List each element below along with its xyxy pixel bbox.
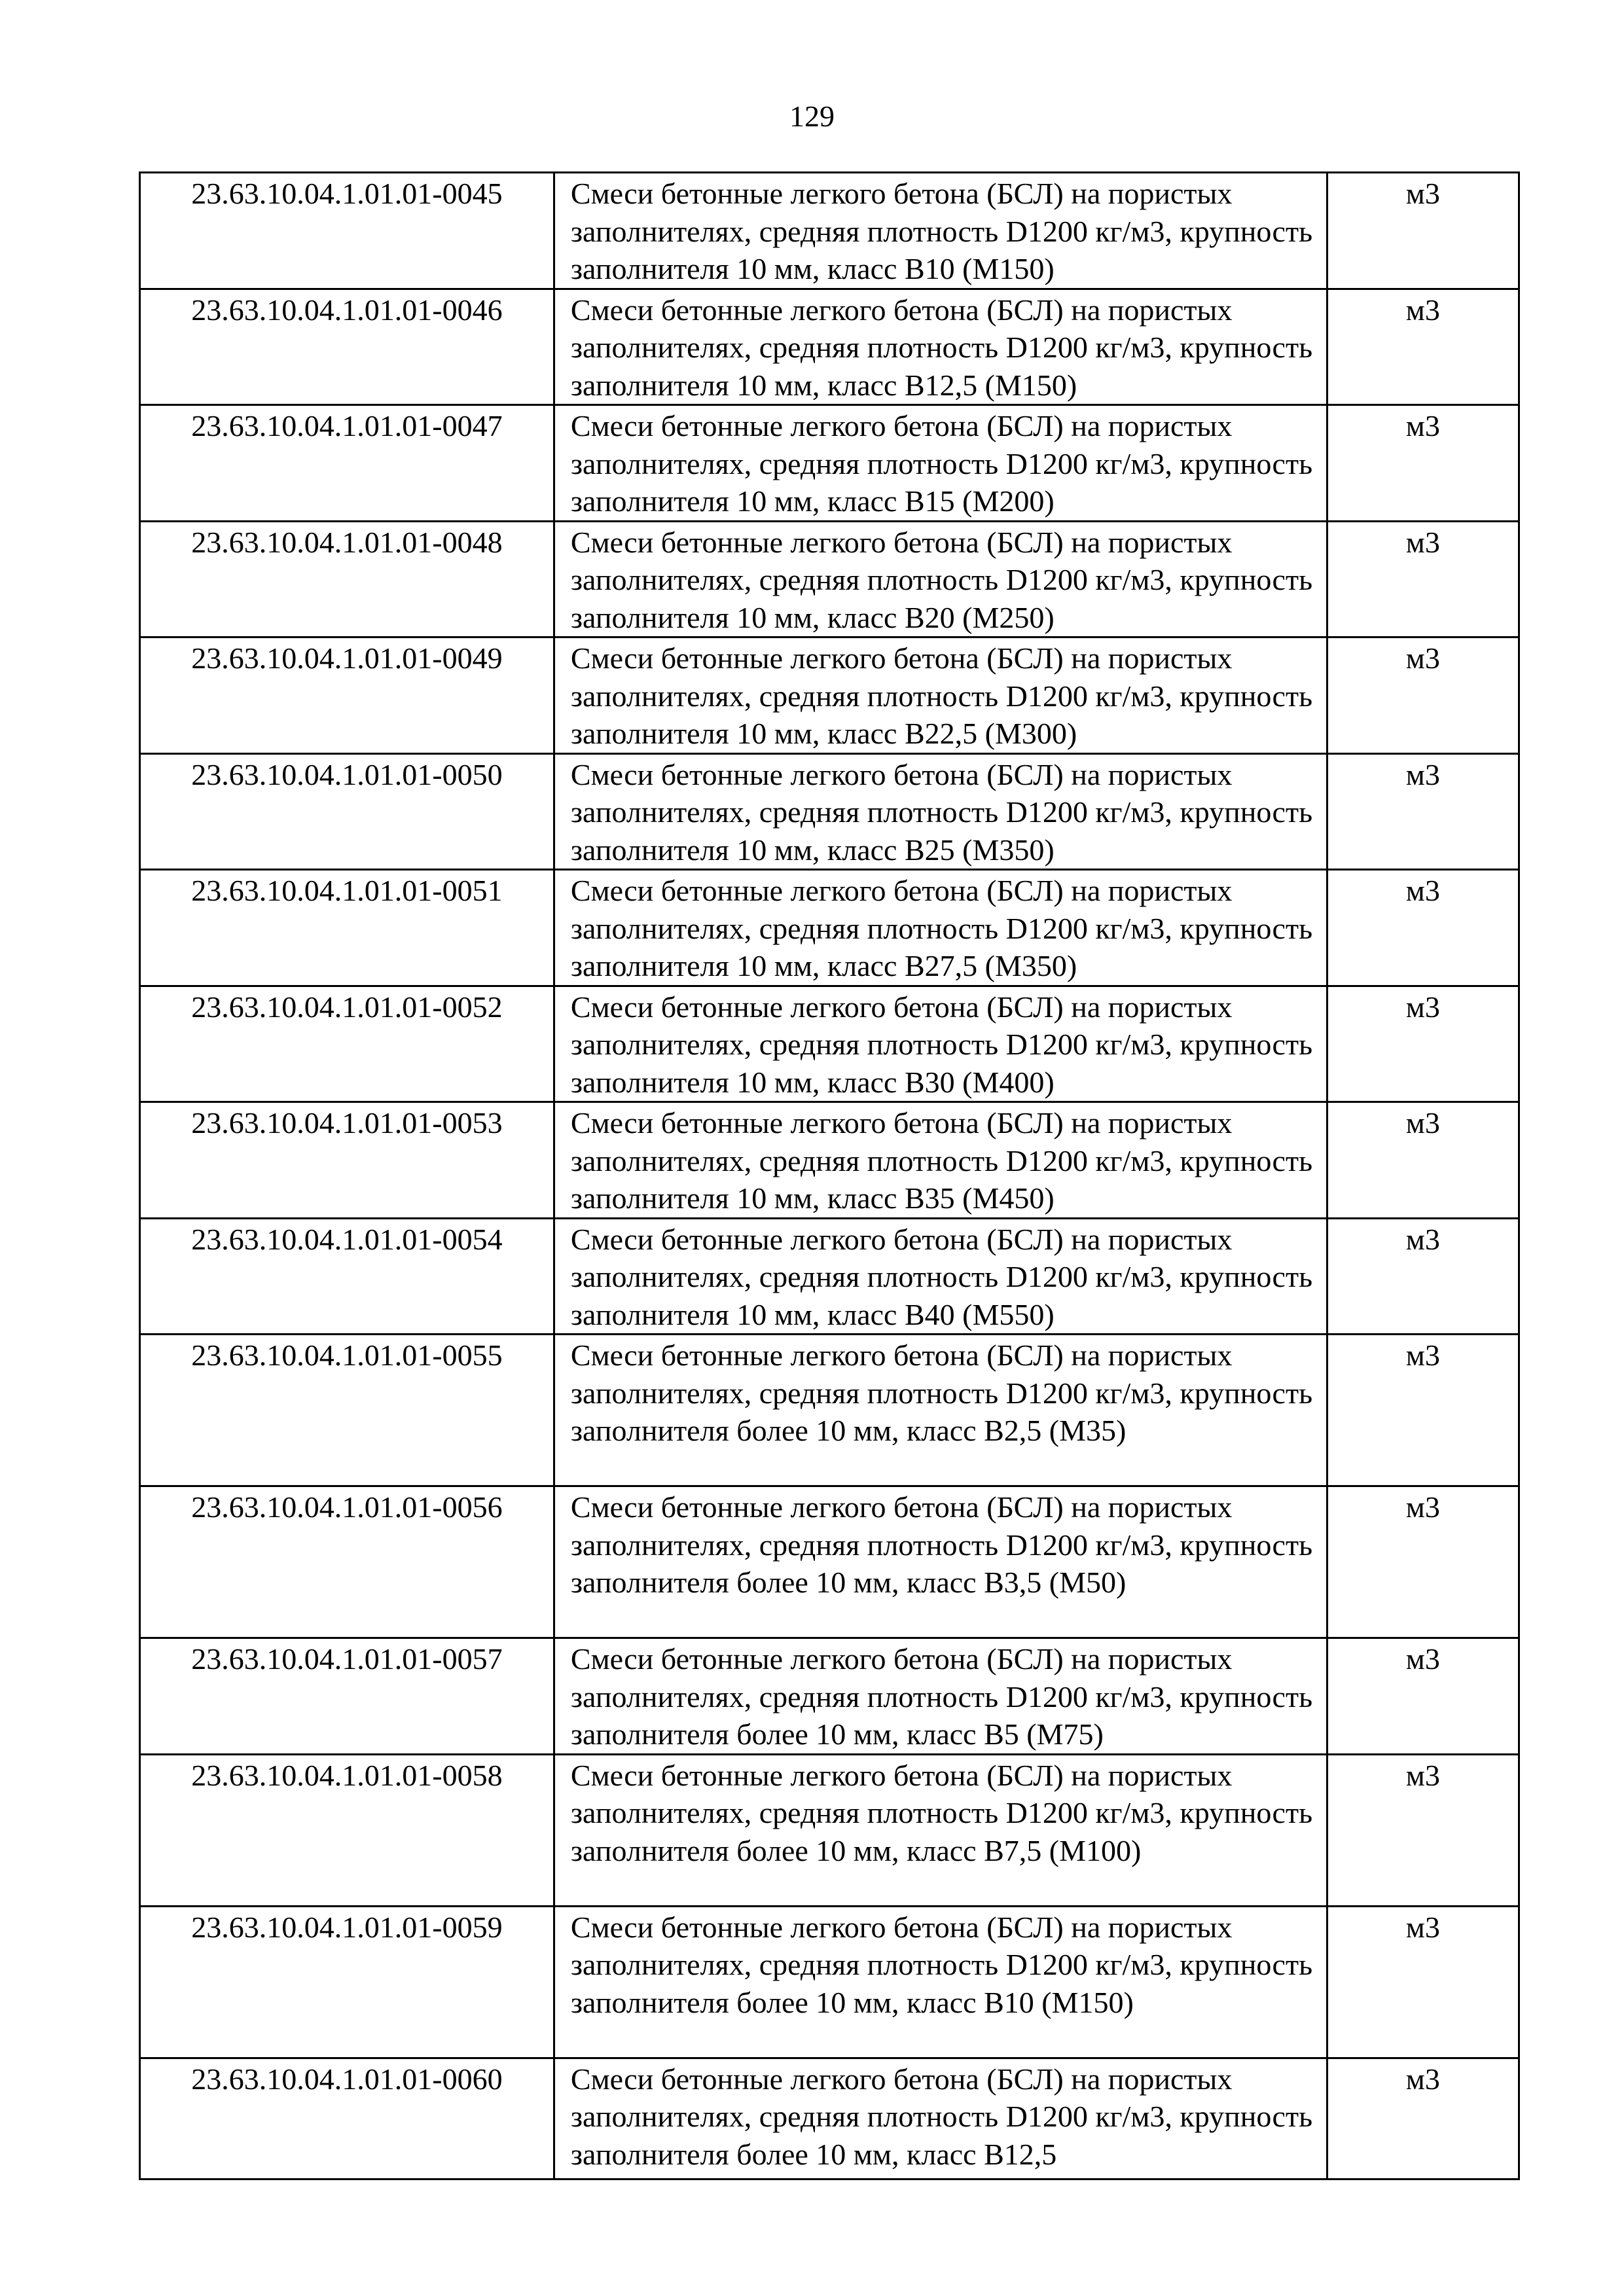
resource-description-cell: Смеси бетонные легкого бетона (БСЛ) на пористых заполнителях, средняя плотность D1200 кг/м3, крупность заполнителя 10 мм, класс В22,5 (М300) <box>554 637 1327 754</box>
table-row <box>140 173 1519 289</box>
resource-description-cell: Смеси бетонные легкого бетона (БСЛ) на пористых заполнителях, средняя плотность D1200 кг/м3, крупность заполнителя более 10 мм, класс В7,5 (М100) <box>554 1754 1327 1906</box>
resource-code-cell: 23.63.10.04.1.01.01-0050 <box>140 753 554 870</box>
table-row <box>140 753 1519 870</box>
resource-description-cell: Смеси бетонные легкого бетона (БСЛ) на пористых заполнителях, средняя плотность D1200 кг/м3, крупность заполнителя 10 мм, класс В35 (М450) <box>554 1102 1327 1219</box>
resource-code-cell: 23.63.10.04.1.01.01-0058 <box>140 1754 554 1906</box>
unit-cell: м3 <box>1327 1754 1519 1906</box>
resource-description-cell: Смеси бетонные легкого бетона (БСЛ) на пористых заполнителях, средняя плотность D1200 кг/м3, крупность заполнителя более 10 мм, класс В10 (М150) <box>554 1906 1327 2058</box>
resource-description-cell: Смеси бетонные легкого бетона (БСЛ) на пористых заполнителях, средняя плотность D1200 кг/м3, крупность заполнителя 10 мм, класс В30 (М400) <box>554 986 1327 1102</box>
resource-description-cell: Смеси бетонные легкого бетона (БСЛ) на пористых заполнителях, средняя плотность D1200 кг/м3, крупность заполнителя 10 мм, класс В15 (М200) <box>554 405 1327 522</box>
unit-cell: м3 <box>1327 870 1519 986</box>
table-row <box>140 986 1519 1102</box>
table-row <box>140 1754 1519 1906</box>
unit-cell: м3 <box>1327 2058 1519 2179</box>
resource-code-cell: 23.63.10.04.1.01.01-0046 <box>140 289 554 405</box>
table-row <box>140 1638 1519 1755</box>
resource-code-cell: 23.63.10.04.1.01.01-0059 <box>140 1906 554 2058</box>
resource-description-cell: Смеси бетонные легкого бетона (БСЛ) на пористых заполнителях, средняя плотность D1200 кг/м3, крупность заполнителя 10 мм, класс В12,5 (М150) <box>554 289 1327 405</box>
table-row <box>140 637 1519 754</box>
unit-cell: м3 <box>1327 637 1519 754</box>
resource-description-cell: Смеси бетонные легкого бетона (БСЛ) на пористых заполнителях, средняя плотность D1200 кг/м3, крупность заполнителя 10 мм, класс В10 (М150) <box>554 173 1327 289</box>
table-row <box>140 521 1519 637</box>
resource-code-cell: 23.63.10.04.1.01.01-0048 <box>140 521 554 637</box>
table-body <box>140 173 1519 2179</box>
unit-cell: м3 <box>1327 1335 1519 1486</box>
page-number: 129 <box>789 99 835 133</box>
unit-cell: м3 <box>1327 1218 1519 1335</box>
unit-cell: м3 <box>1327 289 1519 405</box>
resource-table <box>139 171 1520 2180</box>
resource-description-cell: Смеси бетонные легкого бетона (БСЛ) на пористых заполнителях, средняя плотность D1200 кг/м3, крупность заполнителя 10 мм, класс В27,5 (М350) <box>554 870 1327 986</box>
resource-description-cell: Смеси бетонные легкого бетона (БСЛ) на пористых заполнителях, средняя плотность D1200 кг/м3, крупность заполнителя более 10 мм, класс В5 (М75) <box>554 1638 1327 1755</box>
table-row <box>140 1218 1519 1335</box>
resource-description-cell: Смеси бетонные легкого бетона (БСЛ) на пористых заполнителях, средняя плотность D1200 кг/м3, крупность заполнителя более 10 мм, класс В2,5 (М35) <box>554 1335 1327 1486</box>
resource-code-cell: 23.63.10.04.1.01.01-0049 <box>140 637 554 754</box>
resource-description-cell: Смеси бетонные легкого бетона (БСЛ) на пористых заполнителях, средняя плотность D1200 кг/м3, крупность заполнителя более 10 мм, класс В3,5 (М50) <box>554 1486 1327 1638</box>
table-row <box>140 1102 1519 1219</box>
unit-cell: м3 <box>1327 173 1519 289</box>
unit-cell: м3 <box>1327 1486 1519 1638</box>
resource-description-cell: Смеси бетонные легкого бетона (БСЛ) на пористых заполнителях, средняя плотность D1200 кг/м3, крупность заполнителя 10 мм, класс В40 (М550) <box>554 1218 1327 1335</box>
resource-code-cell: 23.63.10.04.1.01.01-0045 <box>140 173 554 289</box>
resource-code-cell: 23.63.10.04.1.01.01-0052 <box>140 986 554 1102</box>
resource-code-cell: 23.63.10.04.1.01.01-0056 <box>140 1486 554 1638</box>
resource-description-cell: Смеси бетонные легкого бетона (БСЛ) на пористых заполнителях, средняя плотность D1200 кг/м3, крупность заполнителя 10 мм, класс В25 (М350) <box>554 753 1327 870</box>
table-row <box>140 870 1519 986</box>
resource-code-cell: 23.63.10.04.1.01.01-0054 <box>140 1218 554 1335</box>
resource-code-cell: 23.63.10.04.1.01.01-0051 <box>140 870 554 986</box>
table-row <box>140 1906 1519 2058</box>
resource-code-cell: 23.63.10.04.1.01.01-0047 <box>140 405 554 522</box>
resource-code-cell: 23.63.10.04.1.01.01-0060 <box>140 2058 554 2179</box>
table-row <box>140 2058 1519 2179</box>
resource-code-cell: 23.63.10.04.1.01.01-0055 <box>140 1335 554 1486</box>
table-row <box>140 1335 1519 1486</box>
table-row <box>140 405 1519 522</box>
table-row <box>140 1486 1519 1638</box>
unit-cell: м3 <box>1327 1102 1519 1219</box>
resource-description-cell: Смеси бетонные легкого бетона (БСЛ) на пористых заполнителях, средняя плотность D1200 кг/м3, крупность заполнителя более 10 мм, класс В12,5 <box>554 2058 1327 2179</box>
resource-code-cell: 23.63.10.04.1.01.01-0057 <box>140 1638 554 1755</box>
unit-cell: м3 <box>1327 1906 1519 2058</box>
resource-description-cell: Смеси бетонные легкого бетона (БСЛ) на пористых заполнителях, средняя плотность D1200 кг/м3, крупность заполнителя 10 мм, класс В20 (М250) <box>554 521 1327 637</box>
resource-code-cell: 23.63.10.04.1.01.01-0053 <box>140 1102 554 1219</box>
unit-cell: м3 <box>1327 986 1519 1102</box>
unit-cell: м3 <box>1327 405 1519 522</box>
unit-cell: м3 <box>1327 521 1519 637</box>
unit-cell: м3 <box>1327 753 1519 870</box>
table-row <box>140 289 1519 405</box>
unit-cell: м3 <box>1327 1638 1519 1755</box>
